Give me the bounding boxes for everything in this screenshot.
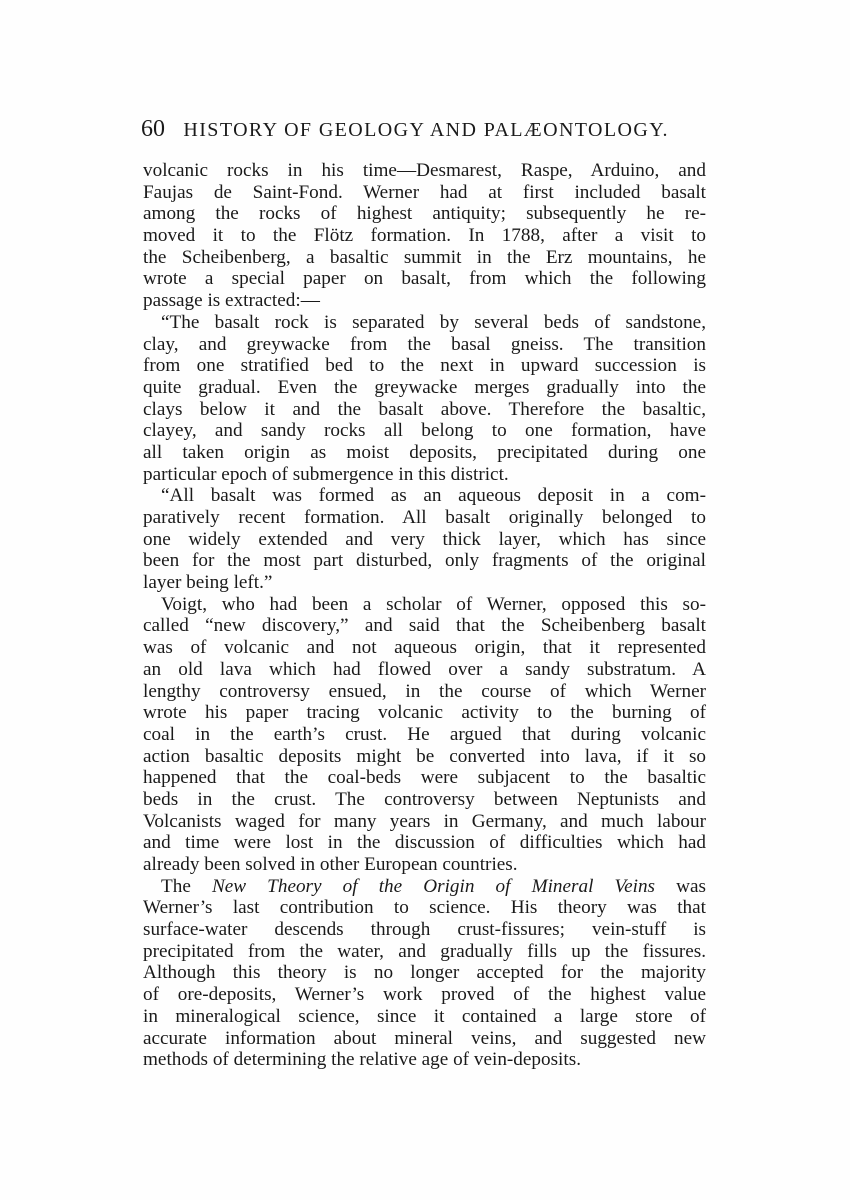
text-line: Werner’s last contribution to science. His theory was that [143, 897, 706, 919]
text-run: The [161, 875, 212, 897]
text-line: all taken origin as moist deposits, precipitated during one [143, 441, 706, 463]
book-title-italic: New Theory of the Origin of Mineral Veins [211, 875, 656, 897]
text-line: an old lava which had flowed over a sandy substratum. A [143, 658, 706, 680]
text-line: in mineralogical science, since it contained a large store of [143, 1005, 706, 1027]
text-line: layer being left.” [143, 572, 273, 594]
text-line: called “new discovery,” and said that the Scheibenberg basalt [143, 615, 706, 637]
text-line: clay, and greywacke from the basal gneiss. The transition [143, 333, 706, 355]
text-line: wrote a special paper on basalt, from which the following [143, 268, 706, 290]
text-line: precipitated from the water, and gradually fills up the fissures. [143, 940, 706, 962]
text-line: clayey, and sandy rocks all belong to one formation, have [143, 420, 706, 442]
text-line: coal in the earth’s crust. He argued that during volcanic [143, 723, 706, 745]
text-line: of ore-deposits, Werner’s work proved of the highest value [143, 984, 706, 1006]
text-line: “All basalt was formed as an aqueous deposit in a com- [161, 485, 706, 507]
text-line: lengthy controversy ensued, in the course of which Werner [143, 680, 706, 702]
text-line: action basaltic deposits might be converted into lava, if it so [143, 745, 706, 767]
paragraph-1 [143, 160, 706, 312]
running-head [141, 116, 721, 148]
body-text [143, 160, 706, 1071]
text-line: and time were lost in the discussion of difficulties which had [143, 832, 706, 854]
text-line: already been solved in other European countries. [143, 854, 518, 875]
text-line: Although this theory is no longer accepted for the majority [143, 962, 706, 984]
text-line: passage is extracted:— [143, 290, 320, 312]
text-line: was of volcanic and not aqueous origin, that it represented [143, 637, 706, 659]
text-line: the Scheibenberg, a basaltic summit in the Erz mountains, he [143, 246, 706, 268]
text-line: Voigt, who had been a scholar of Werner, opposed this so- [161, 593, 706, 615]
text-line: surface-water descends through crust-fissures; vein-stuff is [143, 919, 706, 941]
text-line: quite gradual. Even the greywacke merges gradually into the [143, 376, 706, 398]
text-line: Volcanists waged for many years in Germany, and much labour [143, 810, 706, 832]
text-line: wrote his paper tracing volcanic activity to the burning of [143, 702, 706, 724]
text-line: paratively recent formation. All basalt originally belonged to [143, 507, 706, 528]
paragraph-5 [143, 876, 706, 1071]
text-line: methods of determining the relative age of vein-deposits. [143, 1049, 581, 1071]
text-line: among the rocks of highest antiquity; subsequently he re- [143, 203, 706, 225]
text-line: accurate information about mineral veins, and suggested new [143, 1027, 706, 1049]
text-run: was [655, 875, 706, 897]
text-line: beds in the crust. The controversy between Neptunists and [143, 788, 706, 810]
text-line: volcanic rocks in his time—Desmarest, Raspe, Arduino, and [143, 160, 706, 181]
text-line: “The basalt rock is separated by several beds of sandstone, [161, 311, 706, 333]
page-number: 60 [141, 116, 165, 142]
running-head-title: HISTORY OF GEOLOGY AND PALÆONTOLOGY. [183, 119, 669, 141]
text-line: from one stratified bed to the next in upward succession is [143, 355, 706, 377]
paragraph-2-quotation [143, 312, 706, 486]
text-line: been for the most part disturbed, only fragments of the original [143, 550, 706, 572]
text-line: clays below it and the basalt above. Therefore the basaltic, [143, 398, 706, 420]
paragraph-3-quotation [143, 485, 706, 593]
text-line: one widely extended and very thick layer, which has since [143, 528, 706, 550]
paragraph-4 [143, 594, 706, 876]
text-line: Faujas de Saint-Fond. Werner had at first included basalt [143, 181, 706, 203]
text-line: happened that the coal-beds were subjacent to the basaltic [143, 767, 706, 789]
text-line: particular epoch of submergence in this district. [143, 463, 509, 485]
text-line [143, 876, 706, 898]
text-line: moved it to the Flötz formation. In 1788, after a visit to [143, 225, 706, 247]
